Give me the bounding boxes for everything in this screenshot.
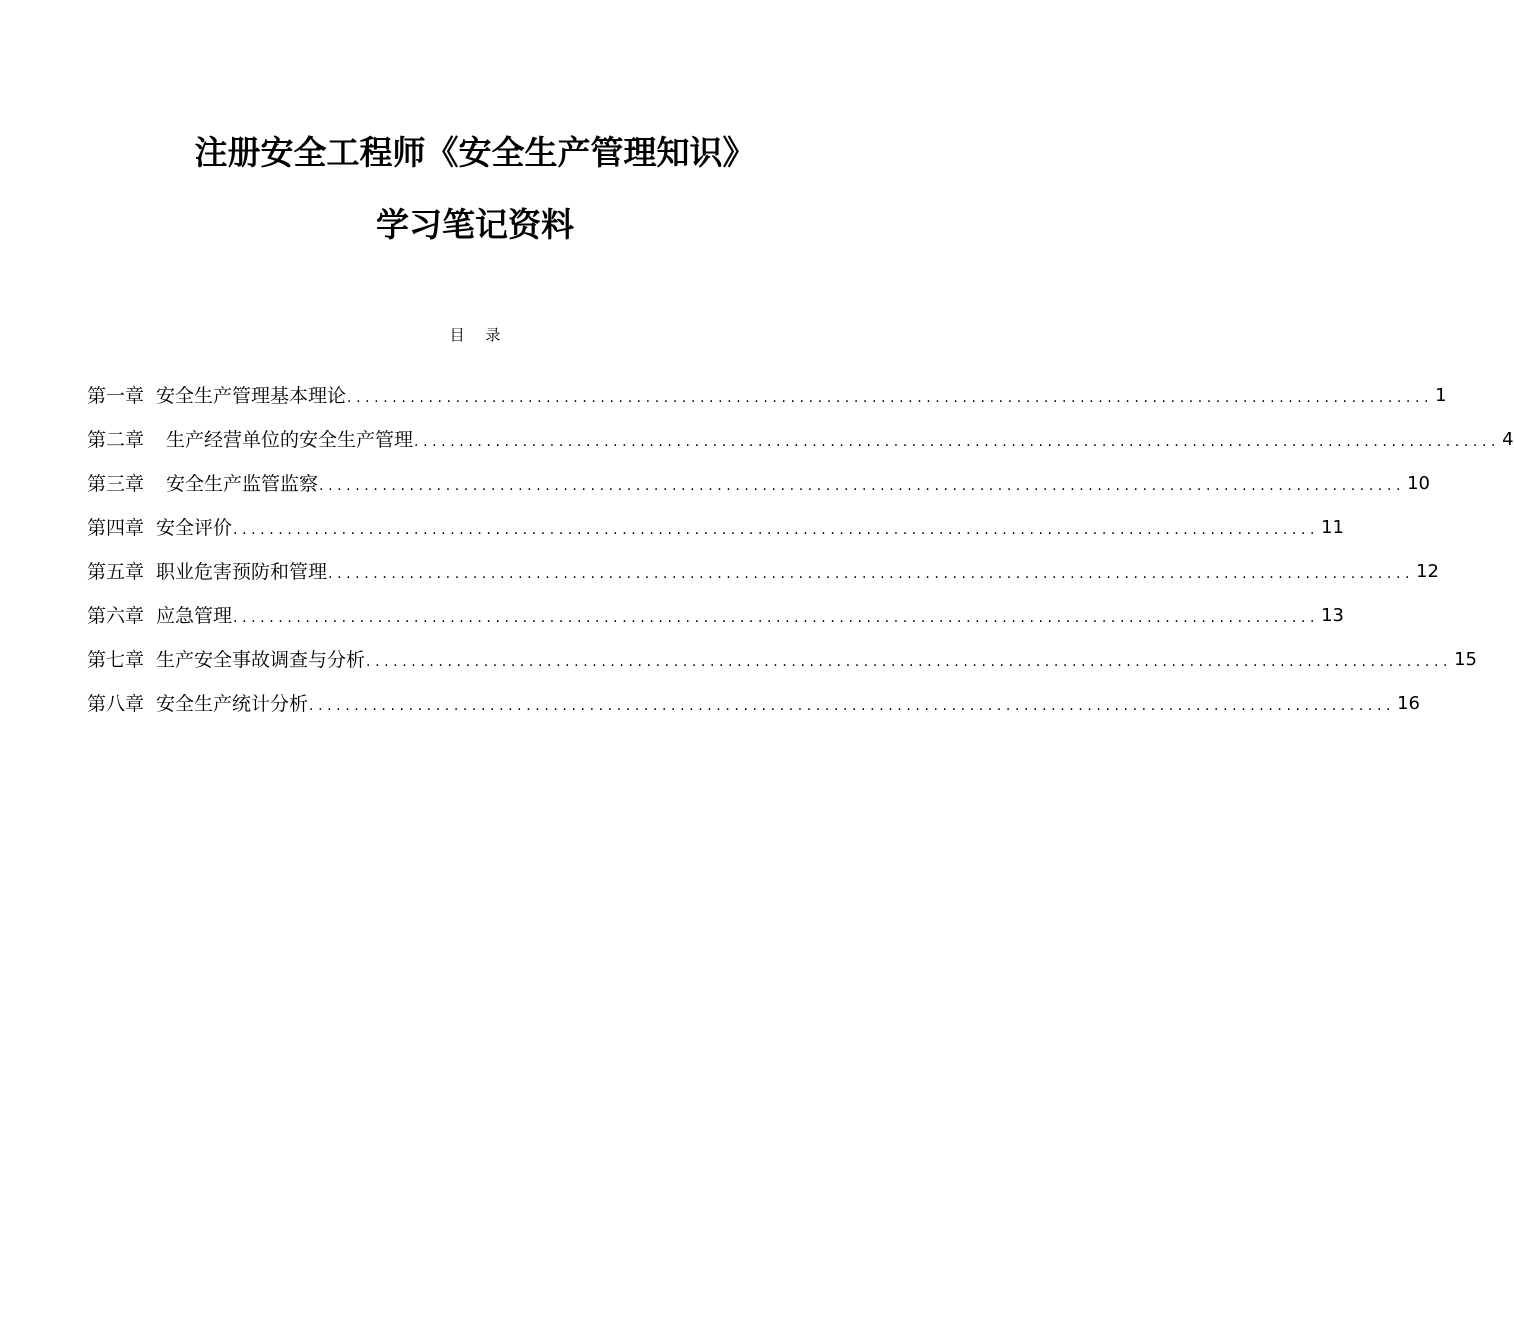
toc-entry[interactable] (87, 369, 1447, 413)
toc-chapter-title: 应急管理 (156, 605, 233, 627)
toc-page-number: 15 (1454, 649, 1477, 670)
toc-chapter-number: 第二章 (87, 429, 145, 451)
toc-page-number: 12 (1416, 561, 1439, 582)
toc-chapter-title: 安全评价 (156, 517, 233, 539)
toc-chapter-title: 安全生产统计分析 (156, 693, 309, 715)
toc-dot-leader: ........................................................................................................................ (319, 478, 1406, 494)
toc-dot-leader: ........................................................................................................................ (233, 610, 1320, 626)
toc-chapter-title: 职业危害预防和管理 (156, 561, 328, 583)
toc-entry[interactable] (87, 545, 1439, 589)
toc-dot-leader: ........................................................................................................................ (309, 698, 1396, 714)
toc-dot-leader: ........................................................................................................................ (414, 434, 1501, 450)
toc-dot-leader: ........................................................................................................................ (347, 390, 1434, 406)
toc-dot-leader: ........................................................................................................................ (233, 522, 1320, 538)
toc-page-number: 16 (1397, 693, 1420, 714)
toc-entry[interactable] (87, 677, 1420, 721)
toc-chapter-title: 生产安全事故调查与分析 (156, 649, 366, 671)
toc-page-number: 13 (1321, 605, 1344, 626)
toc-chapter-number: 第六章 (87, 605, 145, 627)
toc-page-number: 10 (1407, 473, 1430, 494)
toc-chapter-title: 安全生产监管监察 (166, 473, 319, 495)
table-of-contents (87, 369, 1514, 721)
toc-chapter-title: 安全生产管理基本理论 (156, 385, 347, 407)
toc-chapter-number: 第七章 (87, 649, 145, 671)
toc-heading: 目 录 (449, 326, 501, 344)
toc-chapter-number: 第四章 (87, 517, 145, 539)
toc-dot-leader: ........................................................................................................................ (328, 566, 1415, 582)
toc-chapter-number: 第一章 (87, 385, 145, 407)
toc-entry[interactable] (87, 501, 1344, 545)
toc-entry[interactable] (87, 457, 1430, 501)
toc-entry[interactable] (87, 633, 1477, 677)
toc-entry[interactable] (87, 413, 1514, 457)
document-title-line-2: 学习笔记资料 (376, 205, 574, 244)
toc-page-number: 4 (1502, 429, 1514, 450)
toc-entry[interactable] (87, 589, 1344, 633)
toc-dot-leader: ........................................................................................................................ (366, 654, 1453, 670)
toc-chapter-number: 第五章 (87, 561, 145, 583)
toc-chapter-number: 第三章 (87, 473, 145, 495)
toc-chapter-number: 第八章 (87, 693, 145, 715)
toc-page-number: 11 (1321, 517, 1344, 538)
toc-page-number: 1 (1435, 385, 1447, 406)
toc-chapter-title: 生产经营单位的安全生产管理 (166, 429, 414, 451)
document-title-line-1: 注册安全工程师《安全生产管理知识》 (194, 133, 756, 172)
